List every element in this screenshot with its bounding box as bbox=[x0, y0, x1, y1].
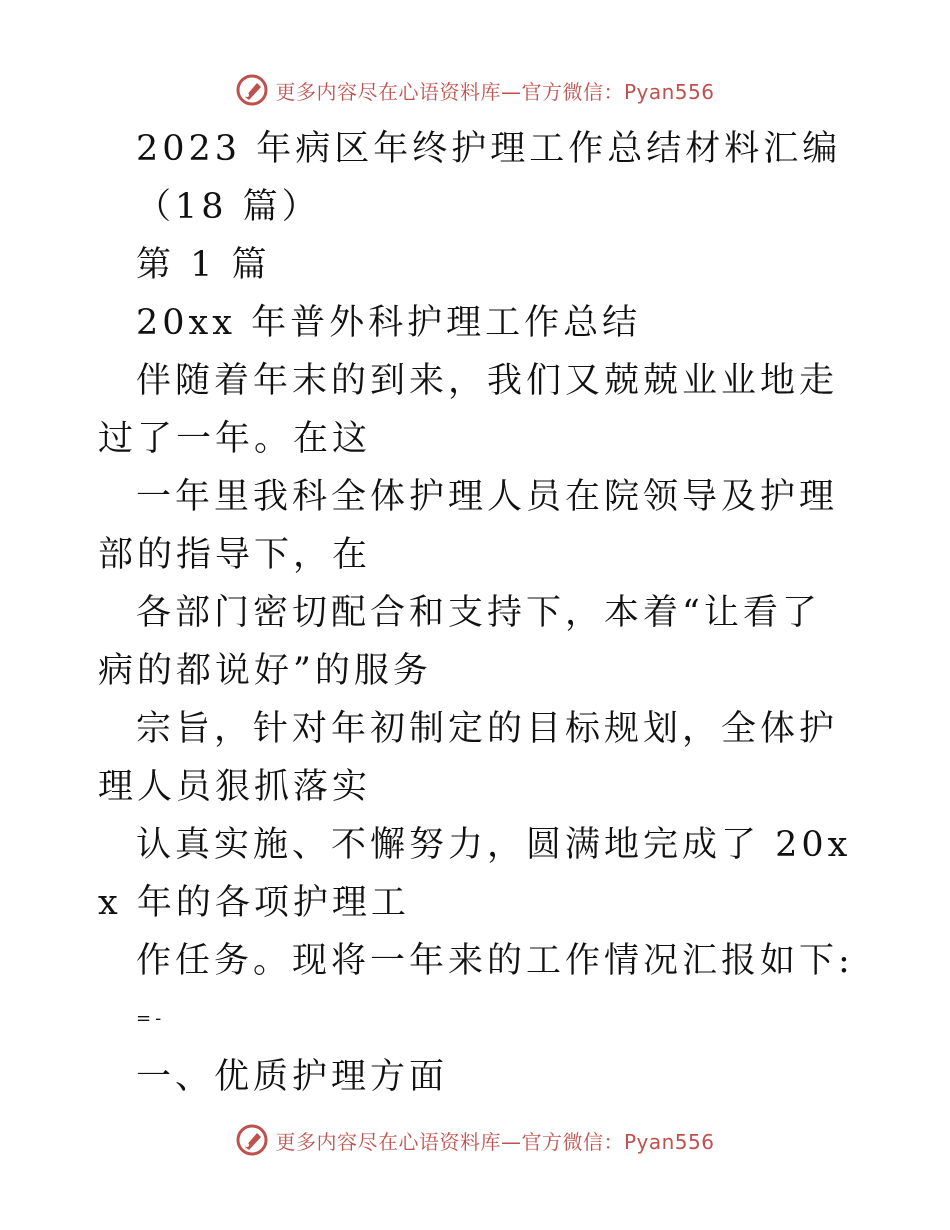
watermark-text: 更多内容尽在心语资料库—官方微信：Pyan556 bbox=[275, 79, 715, 104]
list-marker: =- bbox=[136, 1008, 166, 1029]
article-subtitle: 20xx 年普外科护理工作总结 bbox=[136, 303, 642, 343]
document-body bbox=[98, 120, 858, 1106]
part-heading: 第 1 篇 bbox=[136, 245, 271, 285]
document-count: （18 篇） bbox=[136, 187, 321, 227]
watermark-banner-bottom bbox=[0, 1120, 950, 1160]
paragraph-3: 各部门密切配合和支持下，本着“让看了病的都说好”的服务 bbox=[98, 593, 821, 691]
paragraph-1: 伴随着年末的到来，我们又兢兢业业地走过了一年。在这 bbox=[98, 361, 839, 459]
paragraph-6: 作任务。现将一年来的工作情况汇报如下: bbox=[136, 941, 854, 981]
paragraph-4: 宗旨，针对年初制定的目标规划，全体护理人员狠抓落实 bbox=[98, 709, 839, 807]
paragraph-2: 一年里我科全体护理人员在院领导及护理部的指导下，在 bbox=[98, 477, 839, 575]
watermark-banner-top bbox=[0, 70, 950, 110]
paragraph-5: 认真实施、不懈努力，圆满地完成了 20xx 年的各项护理工 bbox=[98, 825, 852, 923]
section-heading: 一、优质护理方面 bbox=[136, 1057, 449, 1097]
watermark-text: 更多内容尽在心语资料库—官方微信：Pyan556 bbox=[275, 1129, 715, 1154]
document-title: 2023 年病区年终护理工作总结材料汇编 bbox=[136, 129, 842, 169]
pen-logo-icon bbox=[235, 1123, 269, 1157]
pen-logo-icon bbox=[235, 73, 269, 107]
